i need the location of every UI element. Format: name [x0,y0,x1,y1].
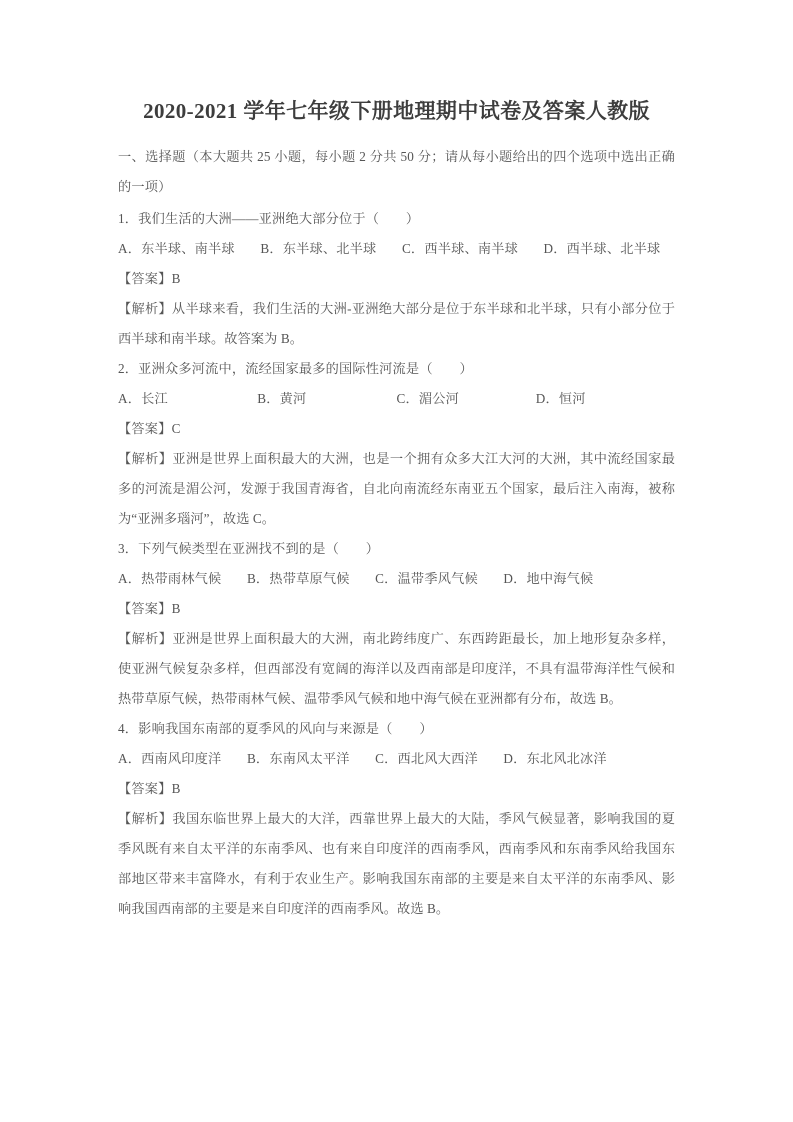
answer-label: 【答案】 [118,421,172,436]
answer-value: C [171,421,181,436]
answer-line [118,594,675,624]
option-c[interactable]: C．西北风大西洋 [375,751,478,766]
analysis-text: 亚洲是世界上面积最大的大洲，南北跨纬度广、东西跨距最长，加上地形复杂多样，使亚洲气候复杂多样，但西部没有宽阔的海洋以及西南部是印度洋，不具有温带海洋性气候和热带草原气候，热带雨林气候、温带季风气候和地中海气候在亚洲都有分布，故选 B。 [118,631,675,706]
question-stem: 4．影响我国东南部的夏季风的风向与来源是（ ） [118,721,433,736]
answer-value: B [171,271,181,286]
analysis-line [118,804,675,924]
option-c[interactable]: C．温带季风气候 [375,571,478,586]
analysis-label: 【解析】 [118,301,172,316]
question-block-1 [118,204,675,354]
option-c[interactable]: C．西半球、南半球 [401,241,519,256]
option-a[interactable]: A．热带雨林气候 [118,571,222,586]
answer-label: 【答案】 [118,781,172,796]
option-d[interactable]: D．西半球、北半球 [543,241,661,256]
question-options [118,564,675,594]
question-stem: 3．下列气候类型在亚洲找不到的是（ ） [118,541,380,556]
analysis-label: 【解析】 [118,811,173,826]
analysis-label: 【解析】 [118,631,173,646]
analysis-text: 亚洲是世界上面积最大的大洲，也是一个拥有众多大江大河的大洲，其中流经国家最多的河流是湄公河，发源于我国青海省，自北向南流经东南亚五个国家，最后注入南海，被称为“亚洲多瑙河”，故选 C。 [118,451,675,526]
question-options [118,234,675,264]
answer-line [118,774,675,804]
question-options [118,384,675,414]
option-b[interactable]: B．东半球、北半球 [260,241,377,256]
option-b[interactable]: B．热带草原气候 [246,571,350,586]
option-a[interactable]: A．西南风印度洋 [118,751,222,766]
analysis-line [118,294,675,354]
answer-label: 【答案】 [118,271,172,286]
question-block-2 [118,354,675,534]
option-c[interactable]: C．湄公河 [396,391,460,406]
analysis-text: 从半球来看，我们生活的大洲-亚洲绝大部分是位于东半球和北半球，只有小部分位于西半球和南半球。故答案为 B。 [118,301,675,346]
question-stem: 2．亚洲众多河流中，流经国家最多的国际性河流是（ ） [118,361,473,376]
question-block-3 [118,534,675,714]
answer-value: B [171,601,181,616]
option-b[interactable]: B．黄河 [257,391,307,406]
option-a[interactable]: A．长江 [118,391,168,406]
question-block-4 [118,714,675,924]
section-intro: 一、选择题（本大题共 25 小题，每小题 2 分共 50 分；请从每小题给出的四个选项中选出正确的一项） [118,149,675,194]
page-title: 2020-2021 学年七年级下册地理期中试卷及答案人教版 [143,99,650,123]
analysis-text: 我国东临世界上最大的大洋，西靠世界上最大的大陆，季风气候显著，影响我国的夏季风既有来自太平洋的东南季风、也有来自印度洋的西南季风，西南季风和东南季风给我国东部地区带来丰富降水，有利于农业生产。影响我国东南部的主要是来自太平洋的东南季风、影响我国西南部的主要是来自印度洋的西南季风。故选 B。 [118,811,675,916]
option-d[interactable]: D．地中海气候 [503,571,594,586]
analysis-label: 【解析】 [118,451,173,466]
answer-line [118,264,675,294]
option-d[interactable]: D．恒河 [535,391,586,406]
answer-label: 【答案】 [118,601,172,616]
option-d[interactable]: D．东北风北冰洋 [503,751,607,766]
question-stem: 1．我们生活的大洲——亚洲绝大部分位于（ ） [118,211,420,226]
analysis-line [118,444,675,534]
analysis-line [118,624,675,714]
question-options [118,744,675,774]
option-b[interactable]: B．东南风太平洋 [246,751,350,766]
answer-value: B [171,781,181,796]
answer-line [118,414,675,444]
option-a[interactable]: A．东半球、南半球 [118,241,235,256]
